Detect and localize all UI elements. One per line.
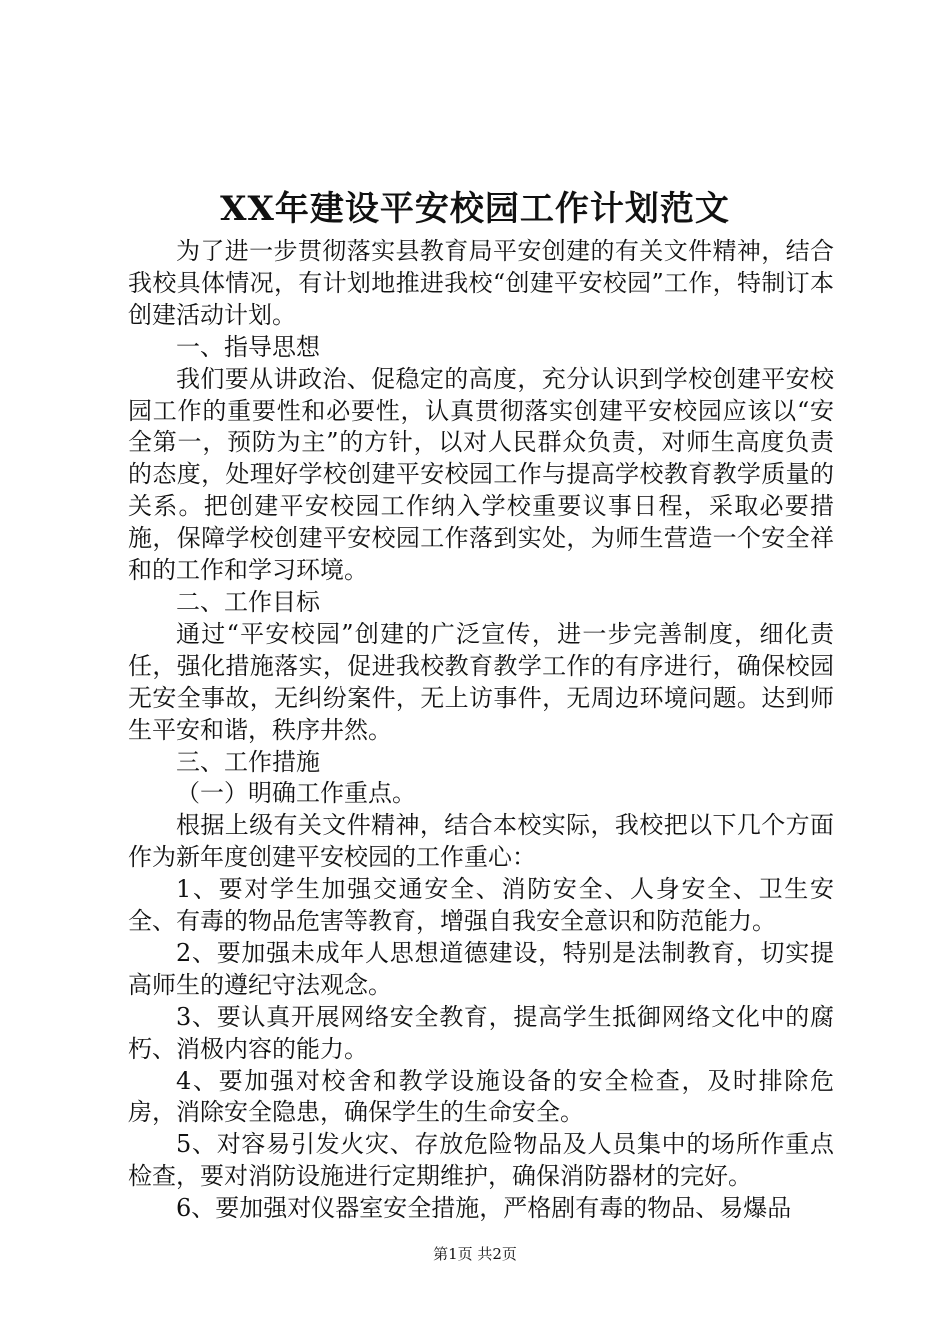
subsection-heading: （一）明确工作重点。 [176,779,416,808]
section-heading: 一、指导思想 [176,332,320,361]
paragraph: 我们要从讲政治、促稳定的高度，充分认识到学校创建平安校园工作的重要性和必要性，认真贯彻落实创建平安校园应该以“安全第一，预防为主”的方针，以对人民群众负责，对师生高度负责的态度，处理好学校创建平安校园工作与提高学校教育教学质量的关系。把创建平安校园工作纳入学校重要议事日程，采取必要措施，保障学校创建平安校园工作落到实处，为师生营造一个安全祥和的工作和学习环境。 [128,364,834,585]
paragraph: 通过“平安校园”创建的广泛宣传，进一步完善制度，细化责任，强化措施落实，促进我校教育教学工作的有序进行，确保校园无安全事故，无纠纷案件，无上访事件，无周边环境问题。达到师生平安和谐，秩序井然。 [128,619,834,744]
page-footer: 第1页 共2页 [433,1245,517,1263]
section-heading: 二、工作目标 [176,587,320,616]
list-item: 1、要对学生加强交通安全、消防安全、人身安全、卫生安全、有毒的物品危害等教育，增强自我安全意识和防范能力。 [128,875,834,936]
list-item: 4、要加强对校舍和教学设施设备的安全检查，及时排除危房，消除安全隐患，确保学生的生命安全。 [128,1066,834,1127]
paragraph: 根据上级有关文件精神，结合本校实际，我校把以下几个方面作为新年度创建平安校园的工作重心： [128,811,834,872]
document-body [128,236,834,1225]
section-heading: 三、工作措施 [176,747,320,776]
list-item: 5、对容易引发火灾、存放危险物品及人员集中的场所作重点检查，要对消防设施进行定期维护，确保消防器材的完好。 [128,1130,834,1191]
list-item: 3、要认真开展网络安全教育，提高学生抵御网络文化中的腐朽、消极内容的能力。 [128,1002,834,1063]
list-item: 6、要加强对仪器室安全措施，严格剧有毒的物品、易爆品 [176,1194,792,1223]
document-title: XX年建设平安校园工作计划范文 [220,189,730,229]
paragraph: 为了进一步贯彻落实县教育局平安创建的有关文件精神，结合我校具体情况，有计划地推进我校“创建平安校园”工作，特制订本创建活动计划。 [128,237,834,329]
list-item: 2、要加强未成年人思想道德建设，特别是法制教育，切实提高师生的遵纪守法观念。 [128,938,834,999]
